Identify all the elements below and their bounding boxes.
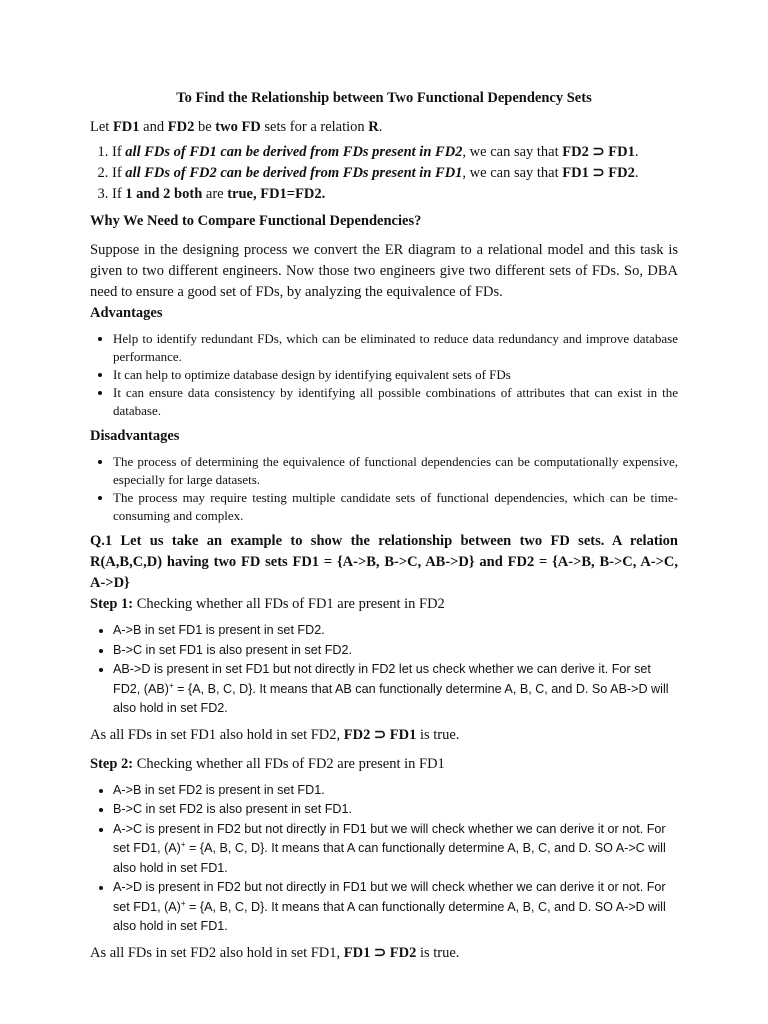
rule-result: FD1 ⊃ FD2: [562, 165, 635, 181]
why-paragraph: Suppose in the designing process we convert the ER diagram to a relational model and this task is given to two different engineers. Now those two engineers give two different sets of FDs. So, DBA need to ensure a good set of FDs, by analyzing the equivalence of FDs.: [90, 242, 678, 300]
rule-lead: If: [112, 165, 126, 181]
disadvantage-item: • The process of determining the equivalence of functional dependencies can be computationally expensive, especially for large datasets.: [113, 453, 678, 489]
rule-result: FD2 ⊃ FD1: [562, 144, 635, 160]
step2-item: [113, 878, 678, 937]
step2-label: Step 2:: [90, 755, 134, 772]
step1-conclusion: [90, 725, 678, 746]
intro-be: be: [194, 119, 216, 135]
rule-item: [112, 184, 678, 205]
step1-conclusion-bold: FD2 ⊃ FD1: [343, 726, 417, 743]
disadvantages-list: [90, 453, 678, 525]
step1-heading: [90, 594, 678, 615]
intro-and: and: [139, 119, 168, 135]
intro-two-fd: two FD: [215, 119, 261, 135]
rule-mid: , we can say that: [462, 165, 563, 181]
rule-condition: 1 and 2 both: [125, 186, 203, 202]
step1-item-pre: AB->D is present in set FD1 but not directly in FD2 let us check whether we can derive it. For set FD2, (AB): [113, 662, 651, 696]
question-text: Q.1 Let us take an example to show the relationship between two FD sets. A relation R(A,B,C,D) having two FD sets FD1 = {A->B, B->C, AB->D} and FD2 = {A->B, B->C, A->C, A->D}: [90, 533, 678, 591]
step2-conclusion-post: is true.: [416, 944, 460, 961]
step2-item: [113, 820, 678, 879]
rule-item: [112, 163, 678, 184]
step2-item-post: = {A, B, C, D}. It means that A can functionally determine A, B, C, and D. SO A->C will also hold in set FD1.: [113, 841, 666, 875]
advantages-list: [90, 330, 678, 420]
page-title: To Find the Relationship between Two Functional Dependency Sets: [176, 90, 592, 106]
step2-item: • B->C in set FD2 is also present in set FD1.: [113, 800, 678, 820]
rule-item: [112, 142, 678, 163]
intro-fd1: FD1: [112, 119, 140, 135]
rule-mid: , we can say that: [462, 144, 563, 160]
advantage-item: • It can help to optimize database design by identifying equivalent sets of FDs: [113, 366, 678, 384]
step2-list: [90, 781, 678, 937]
step2-conclusion-bold: FD1 ⊃ FD2: [343, 944, 417, 961]
rule-lead: If: [112, 186, 126, 202]
step1-conclusion-post: is true.: [416, 726, 460, 743]
rule-mid: are: [202, 186, 228, 202]
rule-end: .: [634, 144, 639, 160]
why-heading: Why We Need to Compare Functional Dependencies?: [90, 213, 422, 229]
intro-let: Let: [90, 119, 113, 135]
rule-lead: If: [112, 144, 126, 160]
advantage-item: • It can ensure data consistency by identifying all possible combinations of attributes that can exist in the database.: [113, 384, 678, 420]
intro-fd2: FD2: [167, 119, 195, 135]
intro-sets-for: sets for a relation: [260, 119, 369, 135]
advantages-heading: Advantages: [90, 305, 163, 321]
step2-conclusion-pre: As all FDs in set FD2 also hold in set FD1,: [90, 944, 344, 961]
step1-item: • B->C in set FD1 is also present in set FD2.: [113, 641, 678, 661]
rule-result: true, FD1=FD2.: [227, 186, 326, 202]
rule-end: .: [634, 165, 639, 181]
step2-item-pre: A->C is present in FD2 but not directly in FD1 but we will check whether we can derive it or not. For set FD1, (A): [113, 821, 666, 855]
step2-text: Checking whether all FDs of FD2 are present in FD1: [133, 755, 445, 772]
step1-item: [113, 660, 678, 719]
rule-condition: all FDs of FD2 can be derived from FDs present in FD1: [125, 165, 463, 181]
step1-list: [90, 621, 678, 719]
step2-heading: [90, 754, 678, 775]
step1-item: • A->B in set FD1 is present in set FD2.: [113, 621, 678, 641]
intro-relation-r: R: [368, 119, 379, 135]
step2-item-sup: +: [180, 839, 186, 849]
rule-condition: all FDs of FD1 can be derived from FDs present in FD2: [125, 144, 463, 160]
step1-text: Checking whether all FDs of FD1 are present in FD2: [133, 596, 445, 612]
step1-conclusion-pre: As all FDs in set FD1 also hold in set FD2,: [90, 726, 344, 743]
step1-item-sup: +: [168, 680, 174, 690]
intro-end: .: [378, 119, 383, 135]
step2-item-post: = {A, B, C, D}. It means that A can functionally determine A, B, C, and D. SO A->D will also hold in set FD1.: [113, 899, 666, 933]
step2-item: • A->B in set FD2 is present in set FD1.: [113, 781, 678, 801]
advantage-item: • Help to identify redundant FDs, which can be eliminated to reduce data redundancy and improve database performance.: [113, 330, 678, 366]
step2-conclusion: [90, 943, 678, 964]
disadvantage-item: • The process may require testing multiple candidate sets of functional dependencies, which can be time-consuming and complex.: [113, 489, 678, 525]
step2-item-pre: A->D is present in FD2 but not directly in FD1 but we will check whether we can derive it or not. For set FD1, (A): [113, 880, 666, 914]
step1-label: Step 1:: [90, 596, 134, 612]
disadvantages-heading: Disadvantages: [90, 428, 180, 444]
rules-list: [90, 142, 678, 205]
step1-item-post: = {A, B, C, D}. It means that AB can functionally determine A, B, C, and D. So AB->D will also hold in set FD2.: [113, 681, 669, 715]
step2-item-sup: +: [180, 898, 186, 908]
intro-line: [90, 117, 678, 138]
